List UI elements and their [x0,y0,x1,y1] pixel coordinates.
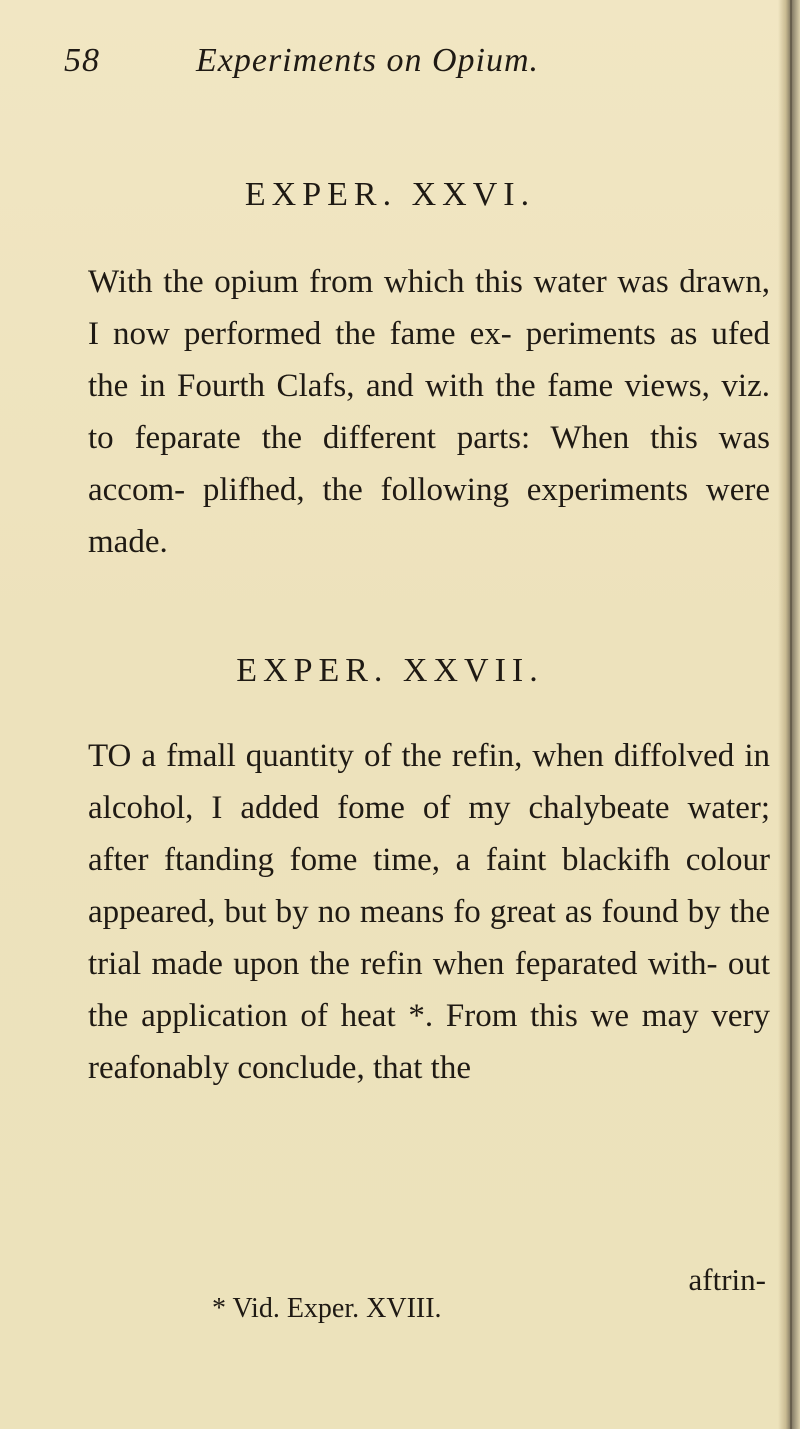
catchword: aftrin- [688,1262,766,1297]
page-number: 58 [64,42,100,79]
page-edge-line [790,0,792,1429]
page-header [0,42,780,92]
section-heading-xxvi: EXPER. XXVI. [244,176,536,213]
section-heading-xxvii: EXPER. XXVII. [236,652,544,689]
paragraph-xxvi: With the opium from which this water was drawn, I now performed the fame ex- periments as ufed the in Fourth Clafs, and with the fame views, viz. to feparate the different parts: When this was accom- plifhed, the following experiments were made. [88,264,770,560]
footnote: * Vid. Exper. XVIII. [212,1293,442,1324]
running-title: Experiments on Opium. [196,42,540,79]
page-edge-shadow [778,0,800,1429]
paragraph-xxvii: TO a fmall quantity of the refin, when diffolved in alcohol, I added fome of my chalybeate water; after ftanding fome time, a faint blackifh colour appeared, but by no means fo great as found by the trial made upon the refin when feparated with- out the application of heat *. From this we may very reafonably conclude, that the [88,738,770,1086]
